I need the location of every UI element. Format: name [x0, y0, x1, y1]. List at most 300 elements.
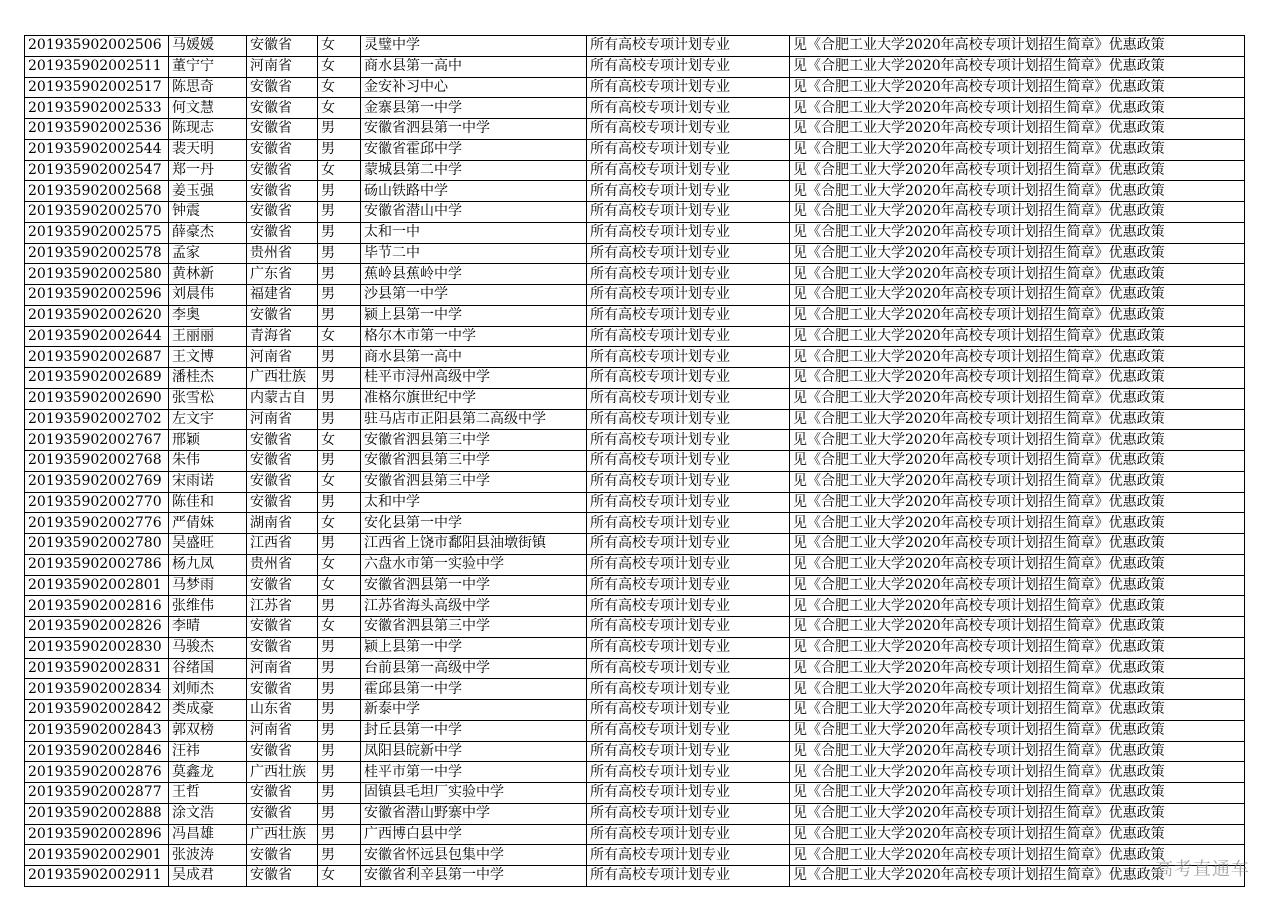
policy-cell: 见《合肥工业大学2020年高校专项计划招生简章》优惠政策	[790, 139, 1245, 160]
table-row	[25, 513, 1245, 534]
major-cell: 所有高校专项计划专业	[587, 534, 790, 555]
major-cell: 所有高校专项计划专业	[587, 305, 790, 326]
id-cell: 201935902002901	[25, 845, 169, 866]
province-cell: 安徽省	[247, 160, 318, 181]
gender-cell: 男	[318, 388, 361, 409]
policy-cell: 见《合肥工业大学2020年高校专项计划招生简章》优惠政策	[790, 762, 1245, 783]
school-cell: 准格尔旗世纪中学	[361, 388, 587, 409]
major-cell: 所有高校专项计划专业	[587, 388, 790, 409]
id-cell: 201935902002831	[25, 658, 169, 679]
name-cell: 潘桂杰	[169, 368, 247, 389]
id-cell: 201935902002690	[25, 388, 169, 409]
school-cell: 桂平市第一中学	[361, 762, 587, 783]
name-cell: 刘晨伟	[169, 285, 247, 306]
name-cell: 吴盛旺	[169, 534, 247, 555]
policy-cell: 见《合肥工业大学2020年高校专项计划招生简章》优惠政策	[790, 160, 1245, 181]
major-cell: 所有高校专项计划专业	[587, 139, 790, 160]
school-cell: 安徽省潜山野寨中学	[361, 803, 587, 824]
name-cell: 孟家	[169, 243, 247, 264]
table-row	[25, 409, 1245, 430]
major-cell: 所有高校专项计划专业	[587, 243, 790, 264]
id-cell: 201935902002620	[25, 305, 169, 326]
major-cell: 所有高校专项计划专业	[587, 783, 790, 804]
id-cell: 201935902002776	[25, 513, 169, 534]
gender-cell: 男	[318, 451, 361, 472]
id-cell: 201935902002834	[25, 679, 169, 700]
province-cell: 福建省	[247, 285, 318, 306]
gender-cell: 女	[318, 326, 361, 347]
major-cell: 所有高校专项计划专业	[587, 285, 790, 306]
table-row	[25, 285, 1245, 306]
province-cell: 河南省	[247, 347, 318, 368]
name-cell: 马骏杰	[169, 637, 247, 658]
major-cell: 所有高校专项计划专业	[587, 617, 790, 638]
policy-cell: 见《合肥工业大学2020年高校专项计划招生简章》优惠政策	[790, 285, 1245, 306]
gender-cell: 男	[318, 347, 361, 368]
school-cell: 安徽省利辛县第一中学	[361, 866, 587, 887]
id-cell: 201935902002533	[25, 98, 169, 119]
major-cell: 所有高校专项计划专业	[587, 720, 790, 741]
name-cell: 冯昌雄	[169, 824, 247, 845]
table-row	[25, 720, 1245, 741]
name-cell: 张波涛	[169, 845, 247, 866]
id-cell: 201935902002568	[25, 181, 169, 202]
name-cell: 左文宇	[169, 409, 247, 430]
name-cell: 刘师杰	[169, 679, 247, 700]
province-cell: 河南省	[247, 658, 318, 679]
id-cell: 201935902002511	[25, 56, 169, 77]
id-cell: 201935902002843	[25, 720, 169, 741]
id-cell: 201935902002596	[25, 285, 169, 306]
school-cell: 台前县第一高级中学	[361, 658, 587, 679]
major-cell: 所有高校专项计划专业	[587, 803, 790, 824]
policy-cell: 见《合肥工业大学2020年高校专项计划招生简章》优惠政策	[790, 720, 1245, 741]
province-cell: 安徽省	[247, 471, 318, 492]
id-cell: 201935902002517	[25, 77, 169, 98]
school-cell: 安徽省泗县第三中学	[361, 471, 587, 492]
school-cell: 安徽省泗县第三中学	[361, 617, 587, 638]
school-cell: 新泰中学	[361, 700, 587, 721]
gender-cell: 男	[318, 534, 361, 555]
name-cell: 郑一丹	[169, 160, 247, 181]
gender-cell: 男	[318, 783, 361, 804]
policy-cell: 见《合肥工业大学2020年高校专项计划招生简章》优惠政策	[790, 783, 1245, 804]
name-cell: 严倩妹	[169, 513, 247, 534]
major-cell: 所有高校专项计划专业	[587, 202, 790, 223]
school-cell: 灵璧中学	[361, 36, 587, 57]
province-cell: 安徽省	[247, 679, 318, 700]
major-cell: 所有高校专项计划专业	[587, 700, 790, 721]
name-cell: 姜玉强	[169, 181, 247, 202]
major-cell: 所有高校专项计划专业	[587, 741, 790, 762]
province-cell: 安徽省	[247, 77, 318, 98]
id-cell: 201935902002769	[25, 471, 169, 492]
province-cell: 贵州省	[247, 554, 318, 575]
province-cell: 广东省	[247, 264, 318, 285]
major-cell: 所有高校专项计划专业	[587, 181, 790, 202]
policy-cell: 见《合肥工业大学2020年高校专项计划招生简章》优惠政策	[790, 264, 1245, 285]
major-cell: 所有高校专项计划专业	[587, 679, 790, 700]
table-row	[25, 36, 1245, 57]
school-cell: 安徽省霍邱中学	[361, 139, 587, 160]
gender-cell: 女	[318, 617, 361, 638]
major-cell: 所有高校专项计划专业	[587, 222, 790, 243]
name-cell: 类成豪	[169, 700, 247, 721]
gender-cell: 男	[318, 202, 361, 223]
name-cell: 李奥	[169, 305, 247, 326]
name-cell: 邢颖	[169, 430, 247, 451]
name-cell: 陈现志	[169, 119, 247, 140]
major-cell: 所有高校专项计划专业	[587, 409, 790, 430]
policy-cell: 见《合肥工业大学2020年高校专项计划招生简章》优惠政策	[790, 181, 1245, 202]
policy-cell: 见《合肥工业大学2020年高校专项计划招生简章》优惠政策	[790, 534, 1245, 555]
school-cell: 安徽省泗县第一中学	[361, 119, 587, 140]
school-cell: 广西博白县中学	[361, 824, 587, 845]
major-cell: 所有高校专项计划专业	[587, 119, 790, 140]
name-cell: 吴成君	[169, 866, 247, 887]
id-cell: 201935902002816	[25, 596, 169, 617]
name-cell: 王哲	[169, 783, 247, 804]
table-row	[25, 430, 1245, 451]
school-cell: 蒙城县第二中学	[361, 160, 587, 181]
table-row	[25, 637, 1245, 658]
school-cell: 安徽省泗县第一中学	[361, 575, 587, 596]
major-cell: 所有高校专项计划专业	[587, 368, 790, 389]
name-cell: 汪祎	[169, 741, 247, 762]
id-cell: 201935902002536	[25, 119, 169, 140]
gender-cell: 男	[318, 305, 361, 326]
name-cell: 谷绪国	[169, 658, 247, 679]
major-cell: 所有高校专项计划专业	[587, 451, 790, 472]
id-cell: 201935902002767	[25, 430, 169, 451]
gender-cell: 男	[318, 222, 361, 243]
policy-cell: 见《合肥工业大学2020年高校专项计划招生简章》优惠政策	[790, 679, 1245, 700]
gender-cell: 男	[318, 762, 361, 783]
name-cell: 薛豪杰	[169, 222, 247, 243]
policy-cell: 见《合肥工业大学2020年高校专项计划招生简章》优惠政策	[790, 741, 1245, 762]
name-cell: 马梦雨	[169, 575, 247, 596]
school-cell: 封丘县第一中学	[361, 720, 587, 741]
id-cell: 201935902002768	[25, 451, 169, 472]
policy-cell: 见《合肥工业大学2020年高校专项计划招生简章》优惠政策	[790, 658, 1245, 679]
name-cell: 宋雨诺	[169, 471, 247, 492]
major-cell: 所有高校专项计划专业	[587, 326, 790, 347]
table-row	[25, 264, 1245, 285]
province-cell: 安徽省	[247, 866, 318, 887]
gender-cell: 男	[318, 492, 361, 513]
name-cell: 马媛媛	[169, 36, 247, 57]
id-cell: 201935902002842	[25, 700, 169, 721]
major-cell: 所有高校专项计划专业	[587, 866, 790, 887]
policy-cell: 见《合肥工业大学2020年高校专项计划招生简章》优惠政策	[790, 56, 1245, 77]
school-cell: 六盘水市第一实验中学	[361, 554, 587, 575]
major-cell: 所有高校专项计划专业	[587, 347, 790, 368]
gender-cell: 男	[318, 119, 361, 140]
table-row	[25, 326, 1245, 347]
gender-cell: 女	[318, 554, 361, 575]
province-cell: 安徽省	[247, 783, 318, 804]
school-cell: 砀山铁路中学	[361, 181, 587, 202]
name-cell: 张维伟	[169, 596, 247, 617]
gender-cell: 男	[318, 243, 361, 264]
name-cell: 涂文浩	[169, 803, 247, 824]
province-cell: 安徽省	[247, 803, 318, 824]
province-cell: 安徽省	[247, 202, 318, 223]
id-cell: 201935902002846	[25, 741, 169, 762]
major-cell: 所有高校专项计划专业	[587, 56, 790, 77]
province-cell: 安徽省	[247, 98, 318, 119]
table-row	[25, 98, 1245, 119]
gender-cell: 男	[318, 741, 361, 762]
policy-cell: 见《合肥工业大学2020年高校专项计划招生简章》优惠政策	[790, 347, 1245, 368]
school-cell: 蕉岭县蕉岭中学	[361, 264, 587, 285]
table-row	[25, 492, 1245, 513]
id-cell: 201935902002547	[25, 160, 169, 181]
province-cell: 安徽省	[247, 119, 318, 140]
major-cell: 所有高校专项计划专业	[587, 637, 790, 658]
id-cell: 201935902002689	[25, 368, 169, 389]
policy-cell: 见《合肥工业大学2020年高校专项计划招生简章》优惠政策	[790, 202, 1245, 223]
province-cell: 河南省	[247, 720, 318, 741]
school-cell: 霍邱县第一中学	[361, 679, 587, 700]
id-cell: 201935902002770	[25, 492, 169, 513]
policy-cell: 见《合肥工业大学2020年高校专项计划招生简章》优惠政策	[790, 471, 1245, 492]
gender-cell: 女	[318, 98, 361, 119]
major-cell: 所有高校专项计划专业	[587, 264, 790, 285]
id-cell: 201935902002876	[25, 762, 169, 783]
province-cell: 安徽省	[247, 451, 318, 472]
major-cell: 所有高校专项计划专业	[587, 575, 790, 596]
school-cell: 金安补习中心	[361, 77, 587, 98]
province-cell: 安徽省	[247, 575, 318, 596]
policy-cell: 见《合肥工业大学2020年高校专项计划招生简章》优惠政策	[790, 617, 1245, 638]
id-cell: 201935902002888	[25, 803, 169, 824]
policy-cell: 见《合肥工业大学2020年高校专项计划招生简章》优惠政策	[790, 596, 1245, 617]
table-row	[25, 202, 1245, 223]
policy-cell: 见《合肥工业大学2020年高校专项计划招生简章》优惠政策	[790, 36, 1245, 57]
id-cell: 201935902002826	[25, 617, 169, 638]
name-cell: 裴天明	[169, 139, 247, 160]
school-cell: 金寨县第一中学	[361, 98, 587, 119]
gender-cell: 男	[318, 679, 361, 700]
policy-cell: 见《合肥工业大学2020年高校专项计划招生简章》优惠政策	[790, 98, 1245, 119]
id-cell: 201935902002780	[25, 534, 169, 555]
gender-cell: 女	[318, 160, 361, 181]
school-cell: 颍上县第一中学	[361, 637, 587, 658]
school-cell: 格尔木市第一中学	[361, 326, 587, 347]
school-cell: 沙县第一中学	[361, 285, 587, 306]
table-row	[25, 700, 1245, 721]
major-cell: 所有高校专项计划专业	[587, 98, 790, 119]
province-cell: 内蒙古自	[247, 388, 318, 409]
province-cell: 青海省	[247, 326, 318, 347]
table-row	[25, 471, 1245, 492]
policy-cell: 见《合肥工业大学2020年高校专项计划招生简章》优惠政策	[790, 492, 1245, 513]
gender-cell: 男	[318, 264, 361, 285]
major-cell: 所有高校专项计划专业	[587, 471, 790, 492]
name-cell: 张雪松	[169, 388, 247, 409]
policy-cell: 见《合肥工业大学2020年高校专项计划招生简章》优惠政策	[790, 388, 1245, 409]
major-cell: 所有高校专项计划专业	[587, 554, 790, 575]
policy-cell: 见《合肥工业大学2020年高校专项计划招生简章》优惠政策	[790, 222, 1245, 243]
table-row	[25, 368, 1245, 389]
gender-cell: 男	[318, 637, 361, 658]
name-cell: 陈佳和	[169, 492, 247, 513]
policy-cell: 见《合肥工业大学2020年高校专项计划招生简章》优惠政策	[790, 305, 1245, 326]
gender-cell: 女	[318, 575, 361, 596]
policy-cell: 见《合肥工业大学2020年高校专项计划招生简章》优惠政策	[790, 451, 1245, 472]
id-cell: 201935902002506	[25, 36, 169, 57]
policy-cell: 见《合肥工业大学2020年高校专项计划招生简章》优惠政策	[790, 637, 1245, 658]
table-row	[25, 845, 1245, 866]
province-cell: 安徽省	[247, 36, 318, 57]
gender-cell: 女	[318, 866, 361, 887]
province-cell: 山东省	[247, 700, 318, 721]
policy-cell: 见《合肥工业大学2020年高校专项计划招生简章》优惠政策	[790, 845, 1245, 866]
school-cell: 驻马店市正阳县第二高级中学	[361, 409, 587, 430]
gender-cell: 男	[318, 409, 361, 430]
policy-cell: 见《合肥工业大学2020年高校专项计划招生简章》优惠政策	[790, 119, 1245, 140]
table-row	[25, 305, 1245, 326]
table-row	[25, 347, 1245, 368]
table-row	[25, 783, 1245, 804]
policy-cell: 见《合肥工业大学2020年高校专项计划招生简章》优惠政策	[790, 430, 1245, 451]
id-cell: 201935902002544	[25, 139, 169, 160]
province-cell: 安徽省	[247, 430, 318, 451]
gender-cell: 女	[318, 77, 361, 98]
school-cell: 江苏省海头高级中学	[361, 596, 587, 617]
province-cell: 安徽省	[247, 181, 318, 202]
table-row	[25, 451, 1245, 472]
school-cell: 毕节二中	[361, 243, 587, 264]
province-cell: 安徽省	[247, 741, 318, 762]
name-cell: 王丽丽	[169, 326, 247, 347]
table-row	[25, 679, 1245, 700]
school-cell: 商水县第一高中	[361, 347, 587, 368]
province-cell: 安徽省	[247, 637, 318, 658]
province-cell: 安徽省	[247, 617, 318, 638]
major-cell: 所有高校专项计划专业	[587, 762, 790, 783]
major-cell: 所有高校专项计划专业	[587, 824, 790, 845]
id-cell: 201935902002702	[25, 409, 169, 430]
table-row	[25, 741, 1245, 762]
policy-cell: 见《合肥工业大学2020年高校专项计划招生简章》优惠政策	[790, 326, 1245, 347]
id-cell: 201935902002830	[25, 637, 169, 658]
table-row	[25, 554, 1245, 575]
gender-cell: 男	[318, 720, 361, 741]
id-cell: 201935902002896	[25, 824, 169, 845]
id-cell: 201935902002575	[25, 222, 169, 243]
school-cell: 安徽省泗县第三中学	[361, 430, 587, 451]
table-row	[25, 575, 1245, 596]
table-row	[25, 762, 1245, 783]
table-row	[25, 866, 1245, 887]
province-cell: 广西壮族	[247, 368, 318, 389]
gender-cell: 男	[318, 845, 361, 866]
province-cell: 河南省	[247, 56, 318, 77]
school-cell: 安徽省泗县第三中学	[361, 451, 587, 472]
province-cell: 安徽省	[247, 845, 318, 866]
name-cell: 朱伟	[169, 451, 247, 472]
id-cell: 201935902002801	[25, 575, 169, 596]
table-row	[25, 222, 1245, 243]
name-cell: 钟震	[169, 202, 247, 223]
policy-cell: 见《合肥工业大学2020年高校专项计划招生简章》优惠政策	[790, 368, 1245, 389]
name-cell: 王文博	[169, 347, 247, 368]
table-row	[25, 824, 1245, 845]
policy-cell: 见《合肥工业大学2020年高校专项计划招生简章》优惠政策	[790, 243, 1245, 264]
province-cell: 湖南省	[247, 513, 318, 534]
name-cell: 黄林新	[169, 264, 247, 285]
table-row	[25, 803, 1245, 824]
name-cell: 杨九凤	[169, 554, 247, 575]
gender-cell: 男	[318, 285, 361, 306]
id-cell: 201935902002644	[25, 326, 169, 347]
major-cell: 所有高校专项计划专业	[587, 845, 790, 866]
table-row	[25, 119, 1245, 140]
province-cell: 安徽省	[247, 139, 318, 160]
gender-cell: 女	[318, 430, 361, 451]
table-row	[25, 617, 1245, 638]
policy-cell: 见《合肥工业大学2020年高校专项计划招生简章》优惠政策	[790, 554, 1245, 575]
province-cell: 广西壮族	[247, 824, 318, 845]
major-cell: 所有高校专项计划专业	[587, 77, 790, 98]
table-row	[25, 77, 1245, 98]
gender-cell: 男	[318, 596, 361, 617]
major-cell: 所有高校专项计划专业	[587, 658, 790, 679]
school-cell: 凤阳县皖新中学	[361, 741, 587, 762]
school-cell: 颍上县第一中学	[361, 305, 587, 326]
table-row	[25, 658, 1245, 679]
id-cell: 201935902002786	[25, 554, 169, 575]
table-row	[25, 596, 1245, 617]
table-row	[25, 388, 1245, 409]
school-cell: 固镇县毛坦厂实验中学	[361, 783, 587, 804]
major-cell: 所有高校专项计划专业	[587, 596, 790, 617]
school-cell: 安化县第一中学	[361, 513, 587, 534]
gender-cell: 女	[318, 56, 361, 77]
name-cell: 李晴	[169, 617, 247, 638]
gender-cell: 男	[318, 368, 361, 389]
watermark: 高考直通车	[1155, 859, 1250, 880]
province-cell: 江苏省	[247, 596, 318, 617]
province-cell: 安徽省	[247, 222, 318, 243]
policy-cell: 见《合肥工业大学2020年高校专项计划招生简章》优惠政策	[790, 824, 1245, 845]
policy-cell: 见《合肥工业大学2020年高校专项计划招生简章》优惠政策	[790, 803, 1245, 824]
province-cell: 安徽省	[247, 492, 318, 513]
table-row	[25, 243, 1245, 264]
province-cell: 贵州省	[247, 243, 318, 264]
id-cell: 201935902002911	[25, 866, 169, 887]
gender-cell: 男	[318, 803, 361, 824]
policy-cell: 见《合肥工业大学2020年高校专项计划招生简章》优惠政策	[790, 700, 1245, 721]
major-cell: 所有高校专项计划专业	[587, 160, 790, 181]
school-cell: 太和一中	[361, 222, 587, 243]
name-cell: 何文慧	[169, 98, 247, 119]
major-cell: 所有高校专项计划专业	[587, 492, 790, 513]
gender-cell: 男	[318, 139, 361, 160]
id-cell: 201935902002687	[25, 347, 169, 368]
policy-cell: 见《合肥工业大学2020年高校专项计划招生简章》优惠政策	[790, 77, 1245, 98]
province-cell: 江西省	[247, 534, 318, 555]
gender-cell: 男	[318, 658, 361, 679]
major-cell: 所有高校专项计划专业	[587, 513, 790, 534]
admission-list-table	[24, 35, 1245, 887]
name-cell: 董宁宁	[169, 56, 247, 77]
policy-cell: 见《合肥工业大学2020年高校专项计划招生简章》优惠政策	[790, 575, 1245, 596]
policy-cell: 见《合肥工业大学2020年高校专项计划招生简章》优惠政策	[790, 866, 1245, 887]
table-body	[25, 36, 1245, 887]
